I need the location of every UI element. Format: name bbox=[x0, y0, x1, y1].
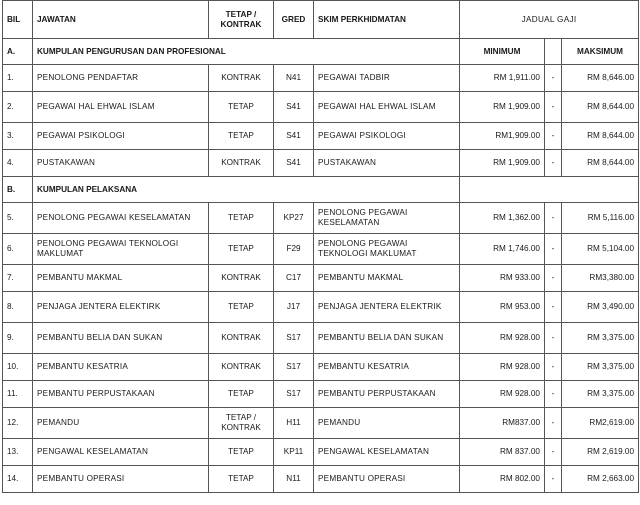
cell-gred: J17 bbox=[274, 292, 314, 323]
cell-gred: S17 bbox=[274, 354, 314, 381]
cell-jawatan: PENGAWAL KESELAMATAN bbox=[33, 439, 209, 466]
cell-bil: 14. bbox=[3, 466, 33, 493]
salary-table bbox=[2, 0, 639, 493]
cell-bil: 5. bbox=[3, 203, 33, 234]
cell-maksimum: RM 3,375.00 bbox=[562, 381, 639, 408]
cell-minimum: RM 933.00 bbox=[460, 265, 545, 292]
cell-separator: - bbox=[545, 65, 562, 92]
cell-bil: 3. bbox=[3, 123, 33, 150]
section-title: KUMPULAN PELAKSANA bbox=[33, 177, 460, 203]
header-jadual-gaji: JADUAL GAJI bbox=[460, 1, 639, 39]
cell-bil: 6. bbox=[3, 234, 33, 265]
cell-minimum: RM 1,746.00 bbox=[460, 234, 545, 265]
cell-jawatan: PEGAWAI PSIKOLOGI bbox=[33, 123, 209, 150]
cell-skim: PUSTAKAWAN bbox=[314, 150, 460, 177]
cell-maksimum: RM2,619.00 bbox=[562, 408, 639, 439]
cell-jawatan: PEMBANTU MAKMAL bbox=[33, 265, 209, 292]
section-blank bbox=[460, 177, 639, 203]
cell-minimum: RM1,909.00 bbox=[460, 123, 545, 150]
cell-status: KONTRAK bbox=[209, 354, 274, 381]
table-row bbox=[3, 150, 639, 177]
cell-gred: S41 bbox=[274, 123, 314, 150]
cell-status: TETAP bbox=[209, 92, 274, 123]
cell-status: TETAP bbox=[209, 123, 274, 150]
cell-bil: 11. bbox=[3, 381, 33, 408]
cell-maksimum: RM 3,375.00 bbox=[562, 354, 639, 381]
cell-status: TETAP bbox=[209, 439, 274, 466]
cell-gred: S41 bbox=[274, 150, 314, 177]
cell-maksimum: RM 2,619.00 bbox=[562, 439, 639, 466]
table-row bbox=[3, 123, 639, 150]
table-row bbox=[3, 439, 639, 466]
cell-separator: - bbox=[545, 92, 562, 123]
header-row bbox=[3, 1, 639, 39]
cell-jawatan: PEGAWAI HAL EHWAL ISLAM bbox=[33, 92, 209, 123]
cell-skim: PENJAGA JENTERA ELEKTRIK bbox=[314, 292, 460, 323]
cell-separator: - bbox=[545, 408, 562, 439]
header-minimum: MINIMUM bbox=[460, 39, 545, 65]
table-row bbox=[3, 92, 639, 123]
cell-status: KONTRAK bbox=[209, 65, 274, 92]
cell-minimum: RM 1,909.00 bbox=[460, 92, 545, 123]
cell-minimum: RM 1,909.00 bbox=[460, 150, 545, 177]
section-code: A. bbox=[3, 39, 33, 65]
cell-gred: KP27 bbox=[274, 203, 314, 234]
cell-maksimum: RM 3,490.00 bbox=[562, 292, 639, 323]
cell-jawatan: PEMBANTU KESATRIA bbox=[33, 354, 209, 381]
cell-jawatan: PENOLONG PEGAWAI TEKNOLOGI MAKLUMAT bbox=[33, 234, 209, 265]
cell-minimum: RM 802.00 bbox=[460, 466, 545, 493]
cell-skim: PEMANDU bbox=[314, 408, 460, 439]
cell-gred: N11 bbox=[274, 466, 314, 493]
cell-status: KONTRAK bbox=[209, 150, 274, 177]
cell-separator: - bbox=[545, 323, 562, 354]
cell-separator: - bbox=[545, 265, 562, 292]
cell-maksimum: RM 5,104.00 bbox=[562, 234, 639, 265]
section-title: KUMPULAN PENGURUSAN DAN PROFESIONAL bbox=[33, 39, 460, 65]
table-row bbox=[3, 265, 639, 292]
header-gred: GRED bbox=[274, 1, 314, 39]
cell-skim: PEMBANTU BELIA DAN SUKAN bbox=[314, 323, 460, 354]
cell-bil: 1. bbox=[3, 65, 33, 92]
cell-bil: 9. bbox=[3, 323, 33, 354]
table-row bbox=[3, 381, 639, 408]
cell-maksimum: RM 5,116.00 bbox=[562, 203, 639, 234]
table-row bbox=[3, 65, 639, 92]
cell-minimum: RM 953.00 bbox=[460, 292, 545, 323]
cell-minimum: RM 1,911.00 bbox=[460, 65, 545, 92]
header-jawatan: JAWATAN bbox=[33, 1, 209, 39]
cell-skim: PENGAWAL KESELAMATAN bbox=[314, 439, 460, 466]
header-tetap-kontrak: TETAP / KONTRAK bbox=[209, 1, 274, 39]
section-row bbox=[3, 177, 639, 203]
cell-separator: - bbox=[545, 439, 562, 466]
cell-separator: - bbox=[545, 123, 562, 150]
table-row bbox=[3, 203, 639, 234]
cell-maksimum: RM 2,663.00 bbox=[562, 466, 639, 493]
cell-gred: H11 bbox=[274, 408, 314, 439]
table-row bbox=[3, 354, 639, 381]
cell-bil: 13. bbox=[3, 439, 33, 466]
cell-skim: PEGAWAI PSIKOLOGI bbox=[314, 123, 460, 150]
cell-gred: S17 bbox=[274, 381, 314, 408]
cell-skim: PEMBANTU MAKMAL bbox=[314, 265, 460, 292]
cell-maksimum: RM 8,644.00 bbox=[562, 92, 639, 123]
header-gap bbox=[545, 39, 562, 65]
cell-bil: 4. bbox=[3, 150, 33, 177]
cell-skim: PEMBANTU KESATRIA bbox=[314, 354, 460, 381]
header-maksimum: MAKSIMUM bbox=[562, 39, 639, 65]
cell-status: TETAP bbox=[209, 292, 274, 323]
cell-gred: F29 bbox=[274, 234, 314, 265]
cell-maksimum: RM 3,375.00 bbox=[562, 323, 639, 354]
cell-skim: PEMBANTU PERPUSTAKAAN bbox=[314, 381, 460, 408]
cell-separator: - bbox=[545, 203, 562, 234]
cell-gred: N41 bbox=[274, 65, 314, 92]
cell-minimum: RM 928.00 bbox=[460, 323, 545, 354]
cell-status: TETAP bbox=[209, 381, 274, 408]
cell-jawatan: PEMBANTU PERPUSTAKAAN bbox=[33, 381, 209, 408]
section-row bbox=[3, 39, 639, 65]
cell-separator: - bbox=[545, 466, 562, 493]
table-row bbox=[3, 292, 639, 323]
cell-status: KONTRAK bbox=[209, 323, 274, 354]
cell-jawatan: PENJAGA JENTERA ELEKTIRK bbox=[33, 292, 209, 323]
cell-maksimum: RM 8,646.00 bbox=[562, 65, 639, 92]
cell-maksimum: RM 8,644.00 bbox=[562, 123, 639, 150]
cell-gred: S17 bbox=[274, 323, 314, 354]
cell-jawatan: PEMBANTU OPERASI bbox=[33, 466, 209, 493]
cell-jawatan: PEMBANTU BELIA DAN SUKAN bbox=[33, 323, 209, 354]
cell-gred: S41 bbox=[274, 92, 314, 123]
cell-jawatan: PEMANDU bbox=[33, 408, 209, 439]
cell-skim: PENOLONG PEGAWAI TEKNOLOGI MAKLUMAT bbox=[314, 234, 460, 265]
cell-bil: 12. bbox=[3, 408, 33, 439]
header-bil: BIL bbox=[3, 1, 33, 39]
cell-jawatan: PENOLONG PEGAWAI KESELAMATAN bbox=[33, 203, 209, 234]
cell-maksimum: RM3,380.00 bbox=[562, 265, 639, 292]
table-row bbox=[3, 234, 639, 265]
cell-minimum: RM 1,362.00 bbox=[460, 203, 545, 234]
cell-minimum: RM837.00 bbox=[460, 408, 545, 439]
cell-bil: 10. bbox=[3, 354, 33, 381]
cell-gred: KP11 bbox=[274, 439, 314, 466]
cell-separator: - bbox=[545, 150, 562, 177]
header-skim: SKIM PERKHIDMATAN bbox=[314, 1, 460, 39]
cell-jawatan: PENOLONG PENDAFTAR bbox=[33, 65, 209, 92]
cell-bil: 7. bbox=[3, 265, 33, 292]
cell-skim: PENOLONG PEGAWAI KESELAMATAN bbox=[314, 203, 460, 234]
cell-gred: C17 bbox=[274, 265, 314, 292]
table-row bbox=[3, 466, 639, 493]
cell-separator: - bbox=[545, 354, 562, 381]
cell-separator: - bbox=[545, 292, 562, 323]
cell-skim: PEGAWAI HAL EHWAL ISLAM bbox=[314, 92, 460, 123]
cell-separator: - bbox=[545, 234, 562, 265]
cell-status: TETAP bbox=[209, 203, 274, 234]
cell-status: TETAP / KONTRAK bbox=[209, 408, 274, 439]
cell-jawatan: PUSTAKAWAN bbox=[33, 150, 209, 177]
cell-skim: PEMBANTU OPERASI bbox=[314, 466, 460, 493]
cell-status: TETAP bbox=[209, 234, 274, 265]
cell-bil: 2. bbox=[3, 92, 33, 123]
cell-separator: - bbox=[545, 381, 562, 408]
cell-minimum: RM 928.00 bbox=[460, 354, 545, 381]
cell-status: TETAP bbox=[209, 466, 274, 493]
table-row bbox=[3, 408, 639, 439]
section-code: B. bbox=[3, 177, 33, 203]
cell-maksimum: RM 8,644.00 bbox=[562, 150, 639, 177]
cell-status: KONTRAK bbox=[209, 265, 274, 292]
cell-minimum: RM 837.00 bbox=[460, 439, 545, 466]
cell-bil: 8. bbox=[3, 292, 33, 323]
table-row bbox=[3, 323, 639, 354]
cell-minimum: RM 928.00 bbox=[460, 381, 545, 408]
cell-skim: PEGAWAI TADBIR bbox=[314, 65, 460, 92]
